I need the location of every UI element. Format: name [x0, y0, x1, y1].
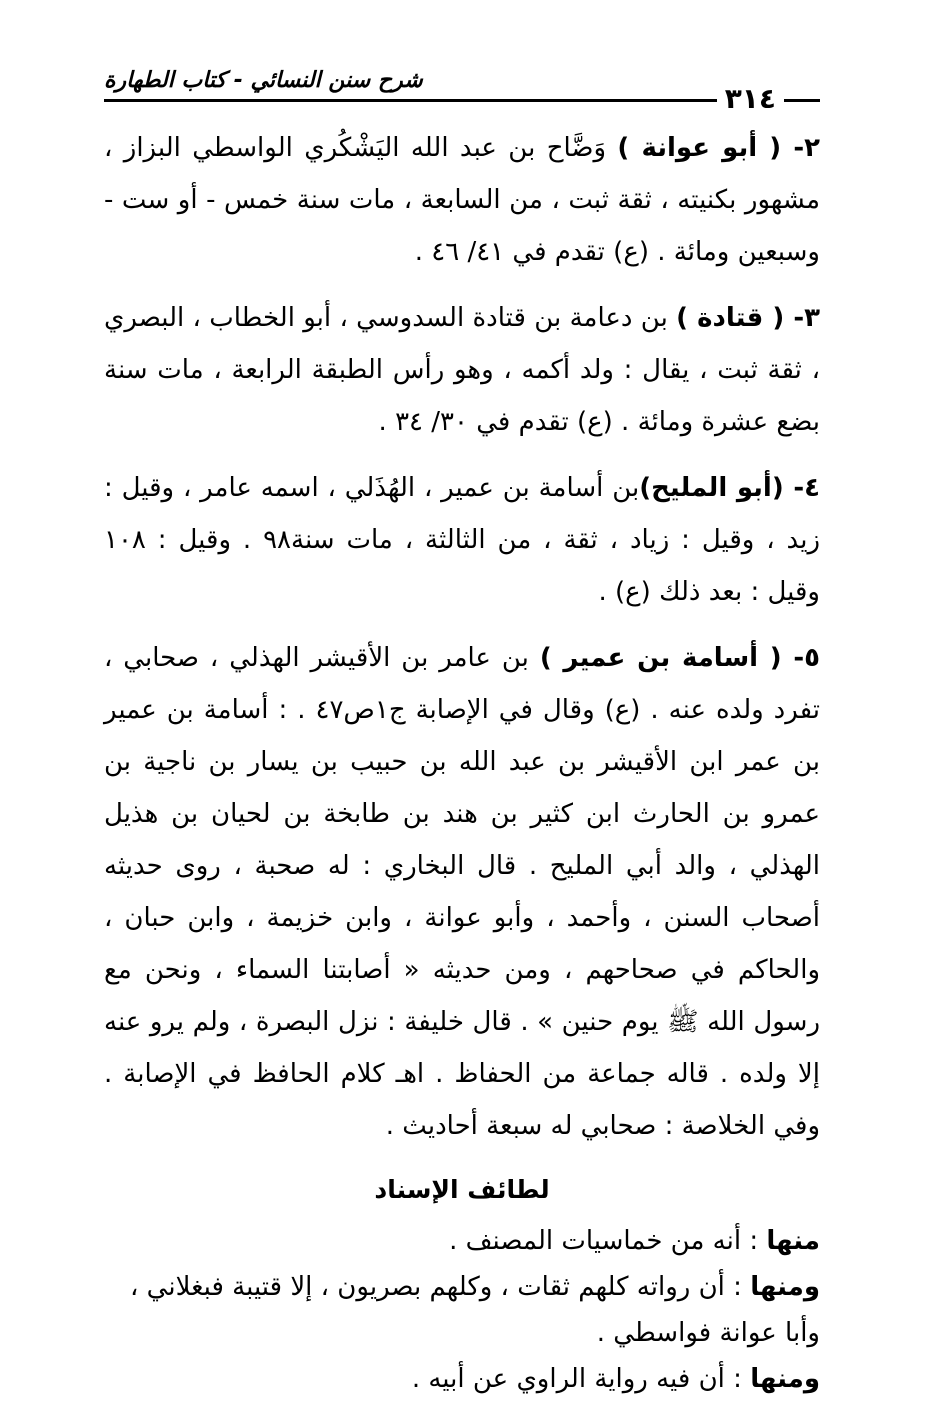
list-item	[104, 1218, 820, 1264]
narrator-name: ٥- ( أسامة بن عمير )	[539, 643, 821, 673]
running-header	[104, 62, 820, 115]
narrator-name: ٣- ( قتادة )	[676, 303, 820, 333]
book-title: شرح سنن النسائي - كتاب الطهارة	[104, 68, 423, 93]
header-dash	[780, 99, 820, 102]
narrator-bio: وَضَّاح بن عبد الله اليَشْكُري الواسطي البزاز ، مشهور بكنيته ، ثقة ثبت ، من السابعة ، مات سنة خمس - أو ست - وسبعين ومائة . (ع) تقدم في ٤١/ ٤٦ .	[104, 133, 820, 267]
section-heading: لطائف الإسناد	[374, 1175, 550, 1204]
narrator-entry-5	[104, 632, 820, 1152]
narrator-bio: بن دعامة بن قتادة السدوسي ، أبو الخطاب ، البصري ، ثقة ثبت ، يقال : ولد أكمه ، وهو رأس الطبقة الرابعة ، مات سنة بضع عشرة ومائة . (ع) تقدم في ٣٠/ ٣٤ .	[104, 303, 820, 437]
item-text: : أن رواته كلهم ثقات ، وكلهم بصريون ، إلا قتيبة فبغلاني ، وأبا عوانة فواسطي .	[130, 1272, 820, 1348]
header-rule	[104, 99, 820, 102]
page-number: ٣١٤	[717, 82, 784, 115]
list-item	[104, 1356, 820, 1402]
narrator-bio: بن أسامة بن عمير ، الهُذَلي ، اسمه عامر ، وقيل : زيد ، وقيل : زياد ، ثقة ، من الثالثة ، مات سنة٩٨ . وقيل : ١٠٨ وقيل : بعد ذلك (ع) .	[104, 473, 820, 607]
item-lead: ومنها	[750, 1272, 820, 1302]
narrator-entry-3	[104, 292, 820, 448]
narrator-bio: بن عامر بن الأقيشر الهذلي ، صحابي ، تفرد ولده عنه . (ع) وقال في الإصابة ج١ص٤٧ . : أسامة بن عمير بن عمر ابن الأقيشر بن عبد الله بن حبيب بن يسار بن ناجية بن عمرو بن الحارث ابن كثير بن هند بن طابخة بن لحيان بن هذيل الهذلي ، والد أبي المليح . قال البخاري : له صحبة ، روى حديثه أصحاب السنن ، وأحمد ، وأبو عوانة ، وابن خزيمة ، وابن حبان ، والحاكم في صحاحهم ، ومن حديثه « أصابتنا السماء ، ونحن مع رسول الله ﷺ يوم حنين » . قال خليفة : نزل البصرة ، ولم يرو عنه إلا ولده . قاله جماعة من الحفاظ . اهـ كلام الحافظ في الإصابة . وفي الخلاصة : صحابي له سبعة أحاديث .	[104, 643, 820, 1141]
list-item	[104, 1264, 820, 1356]
item-lead: منها	[766, 1226, 820, 1256]
item-text: : أنه من خماسيات المصنف .	[449, 1226, 767, 1256]
narrator-name: ٢- ( أبو عوانة )	[617, 133, 820, 163]
item-lead: ومنها	[750, 1364, 820, 1394]
narrator-entry-4	[104, 462, 820, 618]
item-text: : أن فيه رواية الراوي عن أبيه .	[411, 1364, 751, 1394]
page-body	[104, 122, 820, 1402]
narrator-entry-2	[104, 122, 820, 278]
narrator-name: ٤- (أبو المليح)	[639, 473, 820, 503]
